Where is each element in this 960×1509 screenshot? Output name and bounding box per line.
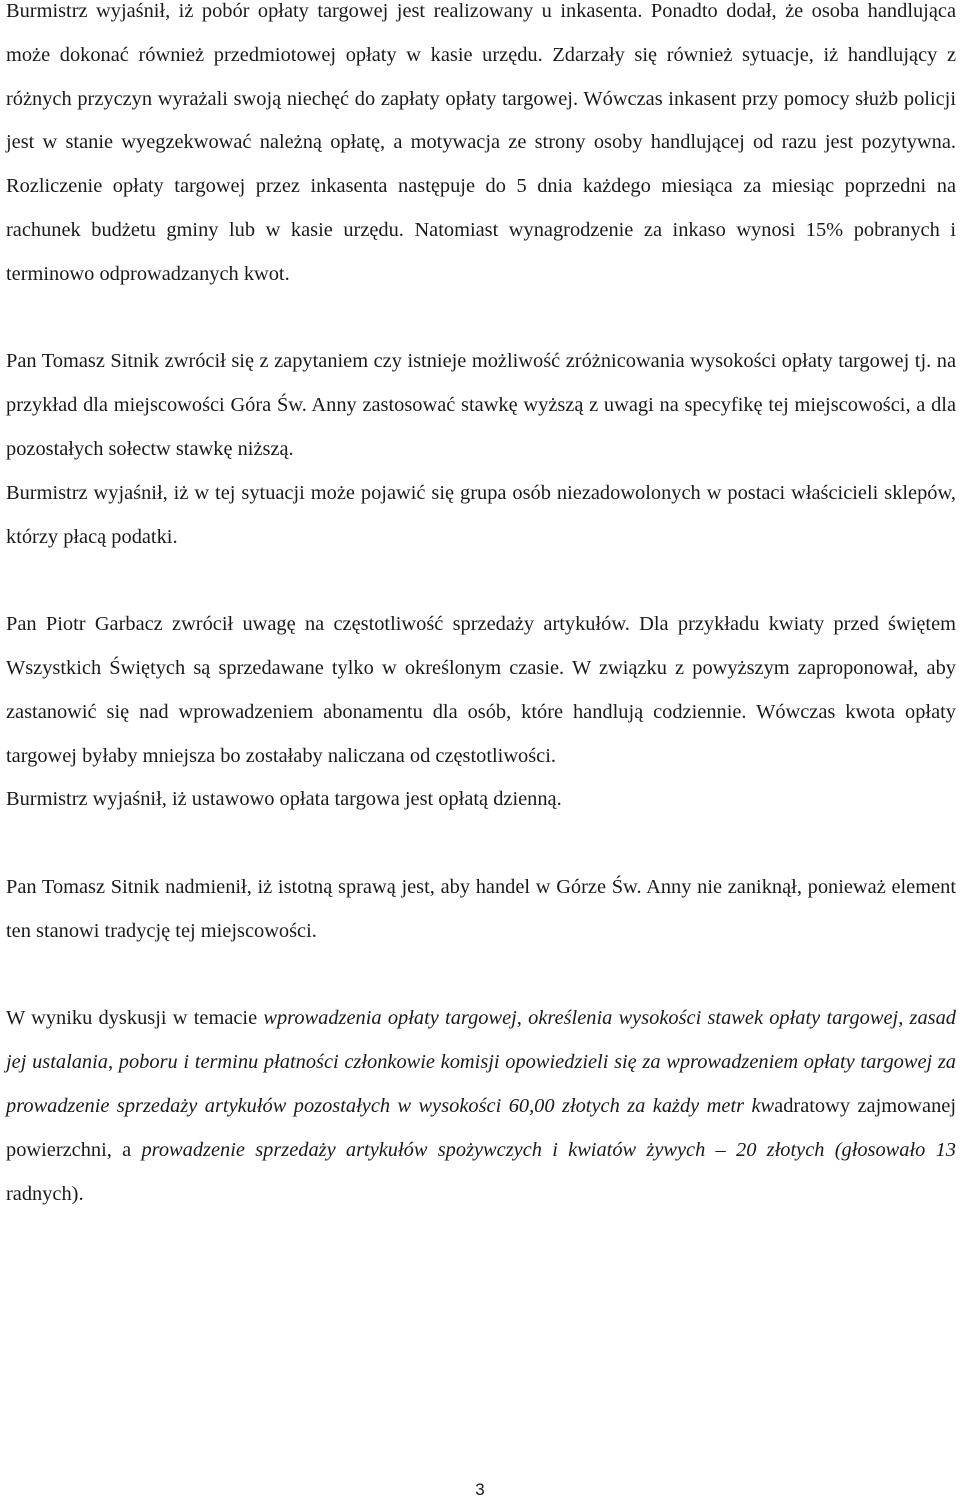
paragraph-burmistrz-pobor: Burmistrz wyjaśnił, iż pobór opłaty targowej jest realizowany u inkasenta. Ponadto dodał, że osoba handlująca może dokonać również przedmiotowej opłaty w kasie urzędu. Zdarzały się również sytuacje, iż handlujący z różnych przyczyn wyrażali swoją niechęć do zapłaty opłaty targowej. Wówczas inkasent przy pomocy służb policji jest w stanie wyegzekwować należną opłatę, a motywacja ze strony osoby handlującej od razu jest pozytywna. Rozliczenie opłaty targowej przez inkasenta następuje do 5 dnia każdego miesiąca za miesiąc poprzedni na rachunek budżetu gminy lub w kasie urzędu. Natomiast wynagrodzenie za inkaso wynosi 15% pobranych i terminowo odprowadzanych kwot.	[6, 0, 956, 285]
paragraph-sitnik-zapytanie: Pan Tomasz Sitnik zwrócił się z zapytaniem czy istnieje możliwość zróżnicowania wysokości opłaty targowej tj. na przykład dla miejscowości Góra Św. Anny zastosować stawkę wyższą z uwagi na specyfikę tej miejscowości, a dla pozostałych sołectw stawkę niższą.	[6, 350, 956, 460]
paragraph-burmistrz-dzienna: Burmistrz wyjaśnił, iż ustawowo opłata targowa jest opłatą dzienną.	[6, 788, 562, 811]
paragraph-burmistrz-sklepy: Burmistrz wyjaśnił, iż w tej sytuacji może pojawić się grupa osób niezadowolonych w postaci właścicieli sklepów, którzy płacą podatki.	[6, 481, 956, 548]
paragraph-garbacz-czestotliwosc: Pan Piotr Garbacz zwrócił uwagę na częstotliwość sprzedaży artykułów. Dla przykładu kwiaty przed świętem Wszystkich Świętych są sprzedawane tylko w określonym czasie. W związku z powyższym zaproponował, aby zastanowić się nad wprowadzeniem abonamentu dla osób, które handlują codziennie. Wówczas kwota opłaty targowej byłaby mniejsza bo zostałaby naliczana od częstotliwości.	[6, 613, 956, 767]
final-text-part3: adratowy zajmowanej powierzchni, a	[6, 1094, 956, 1161]
page-number: 3	[475, 1480, 485, 1499]
paragraph-spacer	[6, 822, 956, 866]
paragraph-spacer	[6, 297, 956, 341]
paragraph-wynik-dyskusji	[6, 997, 956, 1216]
document-page	[6, 0, 956, 1216]
final-text-part4-italic: prowadzenie sprzedaży artykułów spożywczych i kwiatów żywych – 20 złotych (głosowało 13	[141, 1138, 957, 1161]
paragraph-spacer	[6, 559, 956, 603]
final-text-part1: W wyniku dyskusji w temacie	[6, 1007, 264, 1030]
paragraph-sitnik-tradycja: Pan Tomasz Sitnik nadmienił, iż istotną sprawą jest, aby handel w Górze Św. Anny nie zaniknął, ponieważ element ten stanowi tradycję tej miejscowości.	[6, 875, 956, 942]
paragraph-spacer	[6, 954, 956, 998]
final-text-part2-italic: wprowadzenia opłaty targowej, określenia wysokości stawek opłaty targowej, zasad jej ustalania, poboru i terminu płatności członkowie komisji opowiedzieli się za wprowadzeniem opłaty targowej za prowadzenie sprzedaży artykułów pozostałych w wysokości 60,00 złotych za każdy metr kw	[6, 1007, 956, 1117]
final-text-part5: radnych).	[6, 1182, 84, 1205]
